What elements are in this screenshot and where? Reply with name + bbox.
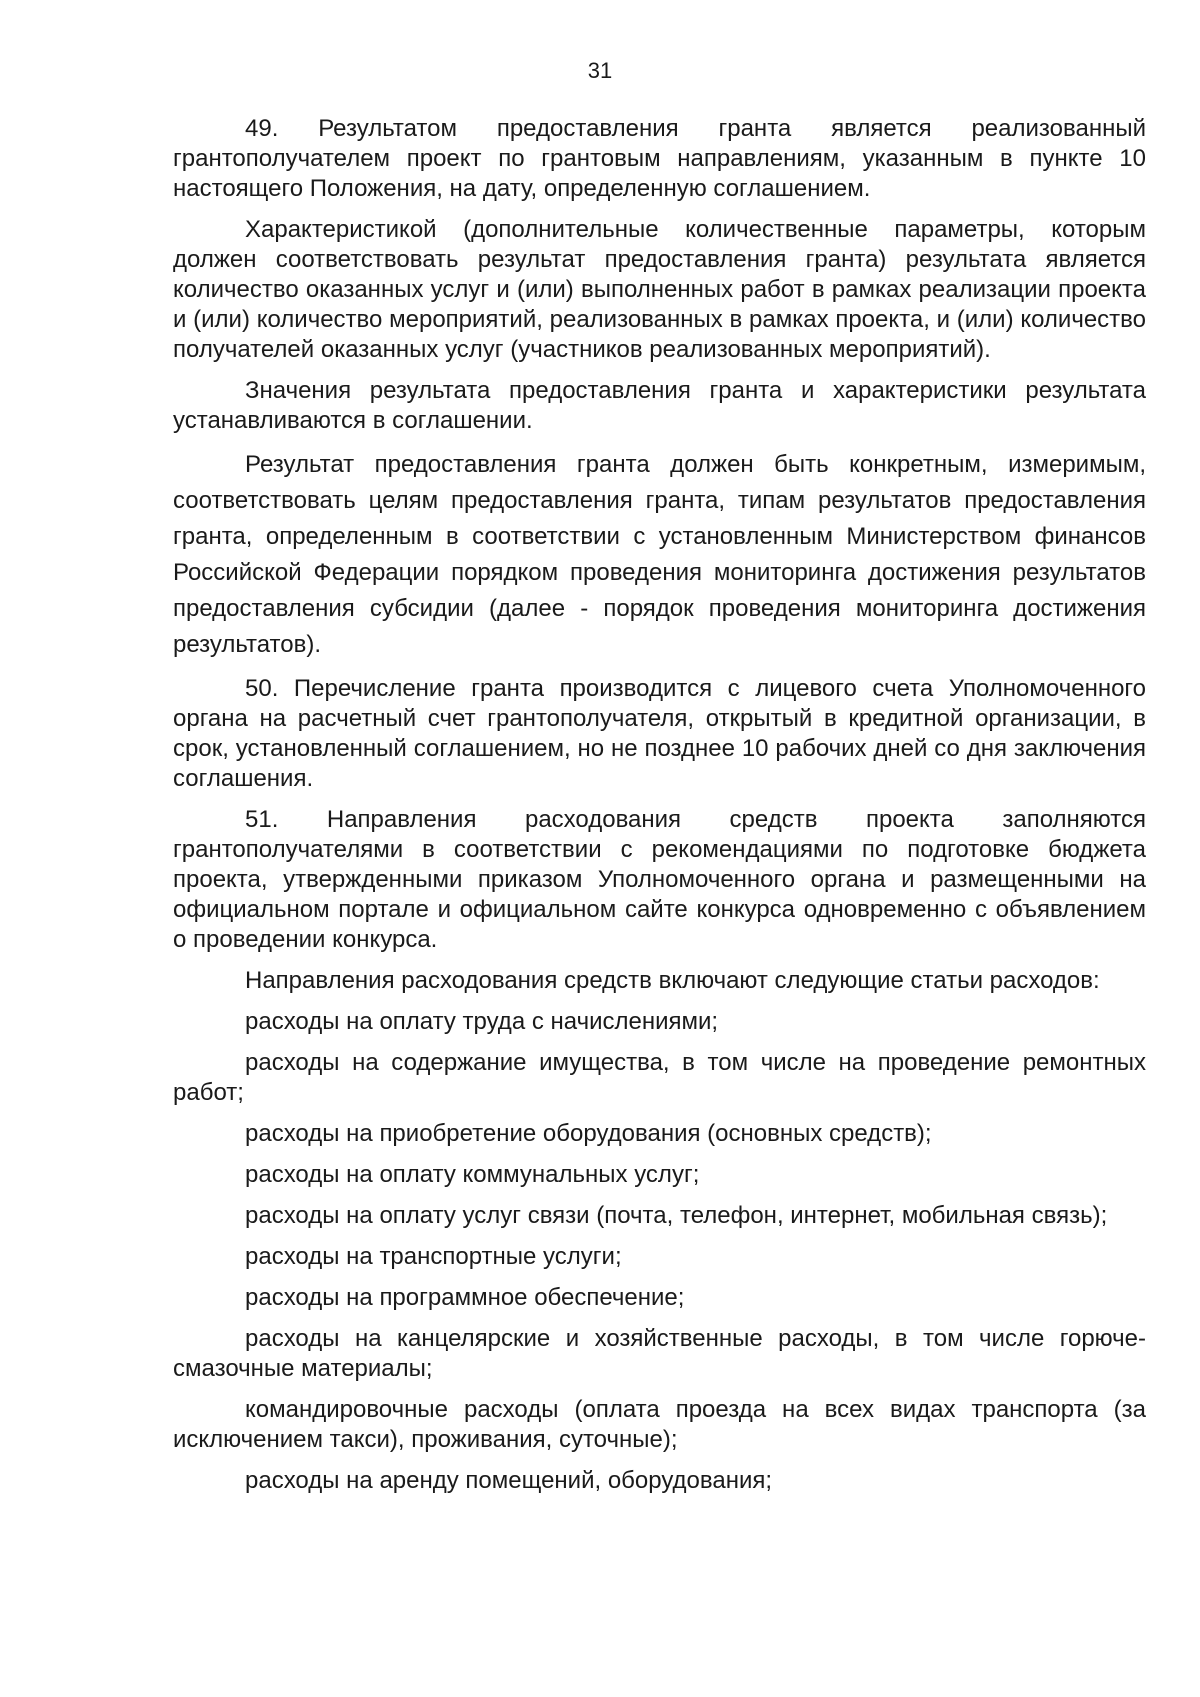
list-item: расходы на содержание имущества, в том числе на проведение ремонтных работ; (173, 1049, 1146, 1106)
list-item: расходы на оплату труда с начислениями; (245, 1008, 719, 1035)
list-item: расходы на программное обеспечение; (245, 1284, 685, 1311)
paragraph-result-requirements: Результат предоставления гранта должен быть конкретным, измеримым, соответствовать целям предоставления гранта, типам результатов предоставления гранта, определенным в соответствии с установленным Министерством финансов Российской Федерации порядком проведения мониторинга достижения результатов предоставления субсидии (далее - порядок проведения мониторинга достижения результатов). (173, 451, 1146, 658)
paragraph-values: Значения результата предоставления гранта и характеристики результата устанавливаются в соглашении. (173, 377, 1146, 434)
list-item: командировочные расходы (оплата проезда на всех видах транспорта (за исключением такси), проживания, суточные); (173, 1396, 1146, 1453)
paragraph-expense-directions: Направления расходования средств включают следующие статьи расходов: (245, 967, 1100, 994)
document-body (173, 114, 1146, 1496)
paragraph-49: 49. Результатом предоставления гранта является реализованный грантополучателем проект по грантовым направлениям, указанным в пункте 10 настоящего Положения, на дату, определенную соглашением. (173, 115, 1146, 202)
list-item: расходы на приобретение оборудования (основных средств); (245, 1120, 932, 1147)
paragraph-51: 51. Направления расходования средств проекта заполняются грантополучателями в соответствии с рекомендациями по подготовке бюджета проекта, утвержденными приказом Уполномоченного органа и размещенными на официальном портале и официальном сайте конкурса одновременно с объявлением о проведении конкурса. (173, 806, 1146, 953)
page-number: 31 (587, 58, 613, 83)
list-item: расходы на транспортные услуги; (245, 1243, 622, 1270)
list-item: расходы на оплату коммунальных услуг; (245, 1161, 700, 1188)
paragraph-50: 50. Перечисление гранта производится с лицевого счета Уполномоченного органа на расчетный счет грантополучателя, открытый в кредитной организации, в срок, установленный соглашением, но не позднее 10 рабочих дней со дня заключения соглашения. (173, 675, 1146, 792)
list-item: расходы на аренду помещений, оборудования; (245, 1467, 773, 1494)
list-item: расходы на канцелярские и хозяйственные расходы, в том числе горюче-смазочные материалы; (173, 1325, 1146, 1382)
paragraph-characteristic: Характеристикой (дополнительные количественные параметры, которым должен соответствовать результат предоставления гранта) результата является количество оказанных услуг и (или) выполненных работ в рамках реализации проекта и (или) количество мероприятий, реализованных в рамках проекта, и (или) количество получателей оказанных услуг (участников реализованных мероприятий). (173, 216, 1146, 363)
list-item: расходы на оплату услуг связи (почта, телефон, интернет, мобильная связь); (245, 1202, 1108, 1229)
